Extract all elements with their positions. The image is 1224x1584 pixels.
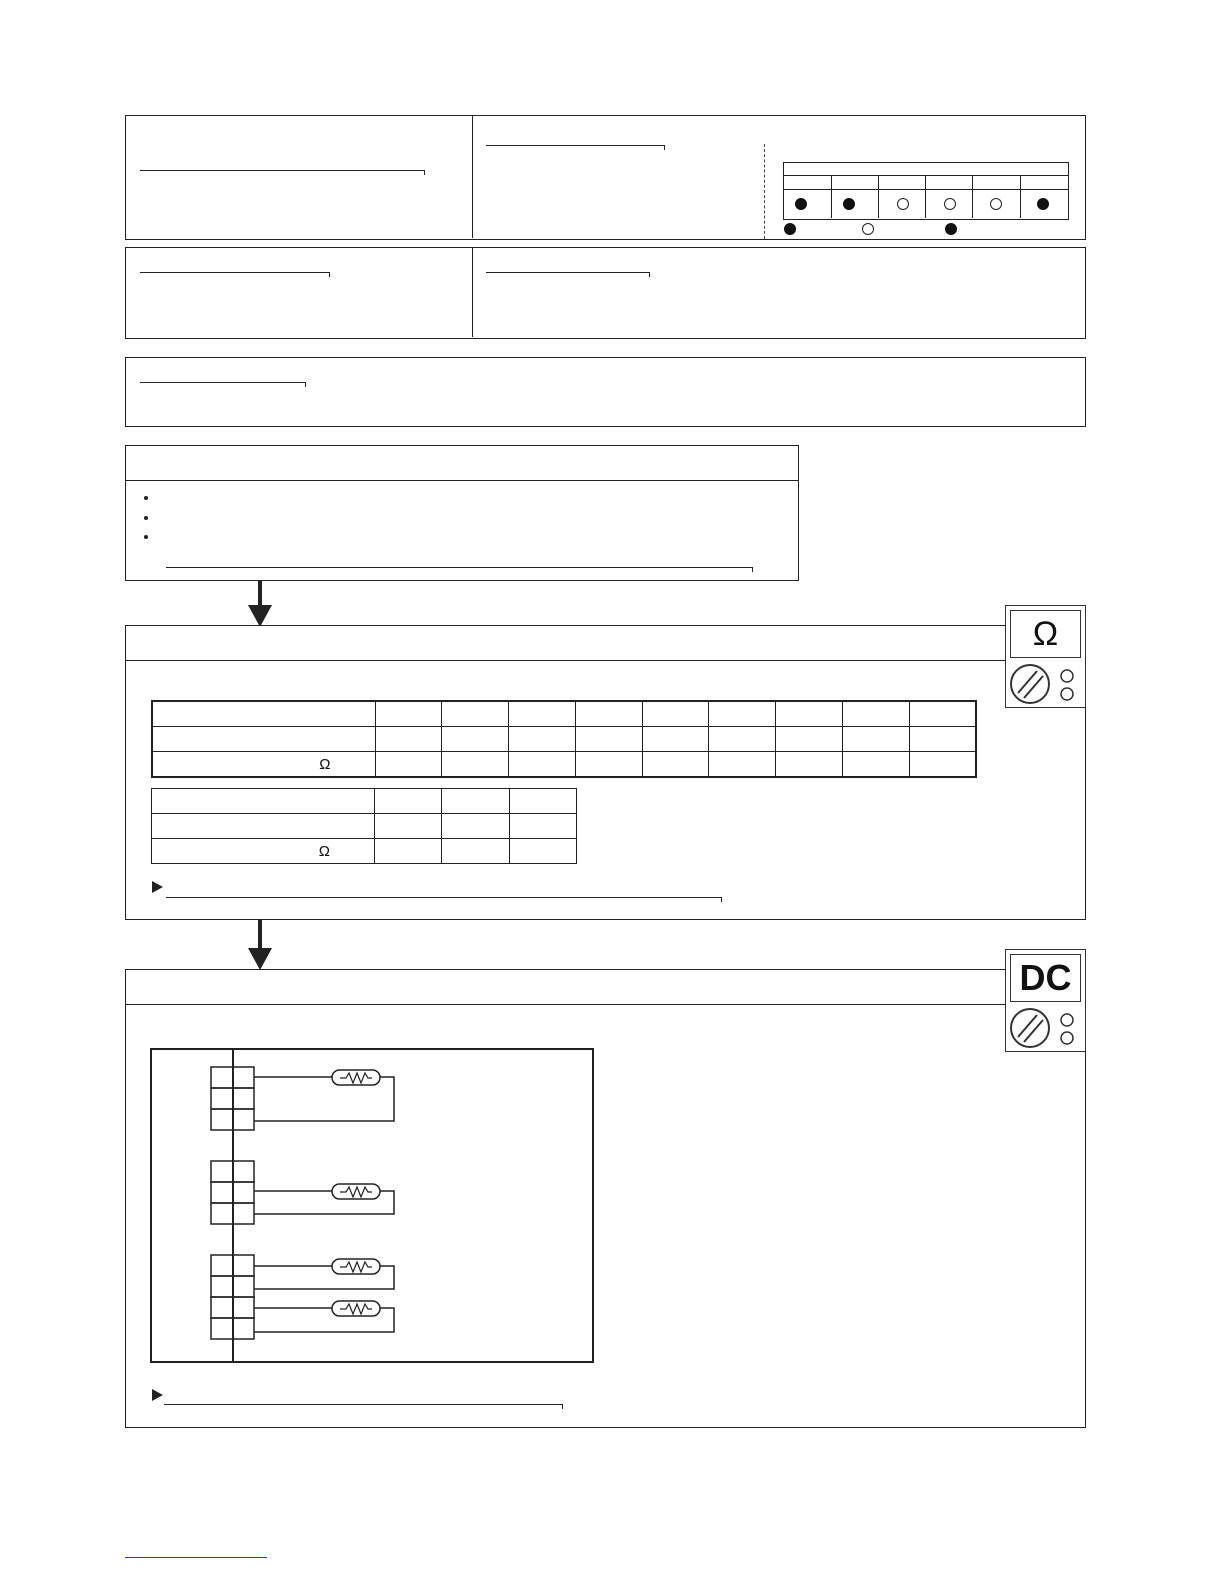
step2-header-rule bbox=[126, 660, 1005, 661]
flow-arrow-1 bbox=[248, 581, 272, 627]
info-panel-second bbox=[125, 247, 1086, 339]
legend-dot-filled bbox=[784, 223, 796, 235]
ohmmeter-display bbox=[1010, 610, 1081, 658]
thermistor-wiring-diagram bbox=[150, 1048, 596, 1364]
underlined-heading-left bbox=[140, 170, 424, 171]
meter-dial-icon bbox=[1008, 662, 1084, 707]
dc-symbol: DC bbox=[1019, 957, 1072, 998]
step3-reference-line bbox=[164, 1404, 562, 1405]
connector-pin-1-indicator bbox=[795, 198, 807, 210]
step1-box bbox=[125, 445, 799, 581]
info-panel-second-divider bbox=[472, 248, 473, 337]
step2-pointer-icon bbox=[152, 881, 163, 893]
connector-pin-2-indicator bbox=[843, 198, 855, 210]
dashed-separator bbox=[764, 144, 765, 239]
info-panel-top bbox=[125, 115, 1086, 240]
dc-voltmeter-display bbox=[1010, 954, 1081, 1002]
meter-dial-icon bbox=[1008, 1006, 1084, 1051]
step3-header-rule bbox=[126, 1004, 1005, 1005]
step2-box bbox=[125, 625, 1086, 920]
underlined-heading-3 bbox=[140, 382, 305, 383]
ohm-unit-label: Ω bbox=[319, 755, 331, 773]
connector-pin-5-indicator bbox=[990, 198, 1002, 210]
step1-header-rule bbox=[126, 480, 798, 481]
legend-dot-filled-2 bbox=[945, 223, 957, 235]
legend-dot-open bbox=[862, 223, 874, 235]
connector-status-strip bbox=[783, 162, 1069, 220]
step2-reference-line bbox=[166, 897, 721, 898]
table-row bbox=[152, 789, 577, 814]
table-row bbox=[152, 839, 577, 864]
underlined-heading-left-2 bbox=[140, 272, 329, 273]
flow-arrow-2 bbox=[248, 920, 272, 970]
step1-bullet-3 bbox=[144, 535, 148, 539]
ohm-unit-label-2: Ω bbox=[318, 842, 330, 860]
connector-pin-4-indicator bbox=[944, 198, 956, 210]
table-row bbox=[152, 701, 976, 727]
step3-box bbox=[125, 969, 1086, 1428]
table-row bbox=[152, 814, 577, 839]
step1-bullet-1 bbox=[144, 496, 148, 500]
footer-link-underline[interactable] bbox=[125, 1557, 267, 1558]
table-row bbox=[152, 752, 976, 778]
step1-reference-line bbox=[166, 567, 752, 568]
dc-voltmeter-icon bbox=[1005, 949, 1086, 1052]
connector-pin-6-indicator bbox=[1037, 198, 1049, 210]
step1-bullet-2 bbox=[144, 516, 148, 520]
resistance-table-1 bbox=[151, 700, 977, 778]
resistance-table-2 bbox=[151, 788, 577, 864]
connector-pin-3-indicator bbox=[897, 198, 909, 210]
ohmmeter-icon bbox=[1005, 605, 1086, 708]
table-row bbox=[152, 727, 976, 752]
underlined-heading-right-2 bbox=[486, 272, 649, 273]
ohm-symbol: Ω bbox=[1032, 614, 1059, 653]
underlined-heading-middle bbox=[486, 145, 664, 146]
info-panel-third bbox=[125, 357, 1086, 427]
info-panel-divider bbox=[472, 116, 473, 238]
step3-pointer-icon bbox=[152, 1389, 163, 1401]
